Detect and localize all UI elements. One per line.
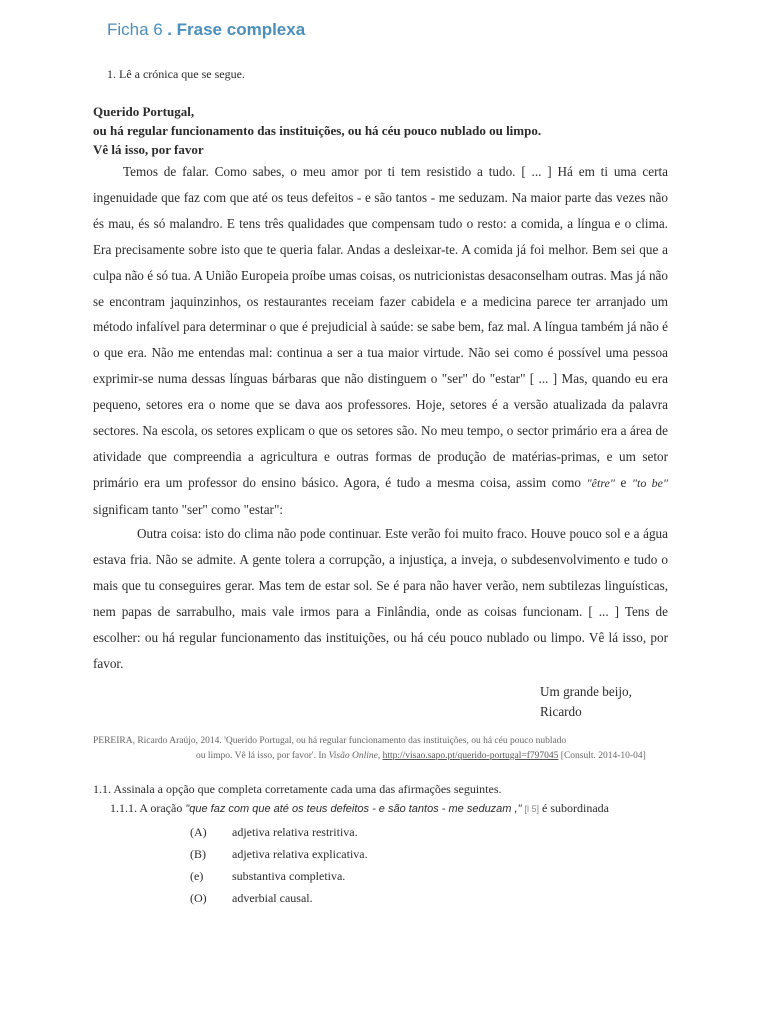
option-text: adjetiva relativa restritiva. bbox=[232, 825, 358, 839]
answer-option-a[interactable] bbox=[190, 821, 368, 843]
question-1-1: 1.1. Assinala a opção que completa corretamente cada uma das afirmações seguintes. bbox=[93, 782, 502, 796]
paragraph-text: Temos de falar. Como sabes, o meu amor por ti tem resistido a tudo. [ ... ] Há em ti uma certa ingenuidade que faz com que até os teus defeitos - e são tantos - me seduzam. Na maior parte das vezes não és mau, és só malandro. E tens três qualidades que compensam tudo o resto: a comida, a língua e o clima. Era precisamente sobre isto que te queria falar. Andas a desleixar-te. A comida já foi melhor. Bem sei que a culpa não é só tua. A União Europeia proíbe umas coisas, os nutricionistas desaconselham outras. Mas já não se encontram jaquinzinhos, os restaurantes receiam fazer cabidela e a medicina parece ter arranjado um método infalível para determinar o que é prejudicial à saúde: se sabe bem, faz mal. A língua também já não é o que era. Não me entendas mal: continua a ser a tua maior virtude. Não sei como é possível uma pessoa exprimir-se numa dessas línguas bárbaras que não distinguem o "ser" do "estar" [ ... ] Mas, quando eu era pequeno, setores era o nome que se dava aos professores. Hoje, setores é a versão atualizada da palavra sectores. Na escola, os setores explicam o que os setores são. No meu tempo, o sector primário era a área de atividade que compreendia a agricultura e outras formas de produção de matérias-primas, e um setor primário era um professor do ensino básico. Agora, é tudo a mesma coisa, assim como bbox=[93, 164, 668, 490]
letter-heading-line: ou há regular funcionamento das instituições, ou há céu pouco nublado ou limpo. bbox=[93, 123, 542, 138]
answer-options bbox=[190, 821, 368, 909]
quoted-word-etre: "être" bbox=[586, 475, 615, 490]
option-letter: (B) bbox=[190, 847, 206, 861]
reference-consult-date: [Consult. 2014-10-04] bbox=[560, 751, 646, 761]
question-1-1-1: 1.1.1. A oração "que faz com que até os teus defeitos - e são tantos - me seduzam ," [l 5] é subordinada bbox=[110, 801, 609, 815]
page-title bbox=[107, 20, 305, 40]
option-letter: (e) bbox=[190, 869, 204, 883]
instruction: 1. Lê a crónica que se segue. bbox=[107, 67, 245, 81]
bibliographic-reference bbox=[93, 734, 673, 764]
reference-line-1: PEREIRA, Ricardo Araújo, 2014. 'Querido Portugal, ou há regular funcionamento das instituições, ou há céu pouco nublado bbox=[93, 736, 567, 746]
reference-text: ou limpo. Vê lá isso, por favor'. In bbox=[196, 751, 327, 761]
line-reference: [l 5] bbox=[524, 804, 539, 814]
letter-paragraph-2: Outra coisa: isto do clima não pode continuar. Este verão foi muito fraco. Houve pouco sol e a água estava fria. Não se admite. A gente tolera a corrupção, a injustiça, a inveja, o subdesenvolvimento e tudo o mais que tu conseguires gerar. Mas tem de estar sol. Se é para não haver verão, nem subtilezas linguísticas, nem papas de sarrabulho, mais vale irmos para a Finlândia, onde as coisas funcionam. [ ... ] Tens de escolher: ou há regular funcionamento das instituições, ou há céu pouco nublado ou limpo. Vê lá isso, por favor. bbox=[93, 526, 668, 671]
quoted-clause: "que faz com que até os teus defeitos - e são tantos - me seduzam ," bbox=[185, 803, 522, 815]
signoff-author: Ricardo bbox=[540, 704, 582, 719]
option-letter: (O) bbox=[190, 891, 207, 905]
reference-line-2: ou limpo. Vê lá isso, por favor'. In Visão Online, http://visao.sapo.pt/querido-portugal=f797045 [Consult. 2014-10-04] bbox=[196, 751, 646, 761]
paragraph-text: e bbox=[620, 474, 627, 490]
answer-option-d[interactable] bbox=[190, 887, 368, 909]
option-text: substantiva completiva. bbox=[232, 869, 346, 883]
worksheet-number: Ficha 6 bbox=[107, 20, 163, 39]
letter-heading-line: Querido Portugal, bbox=[93, 104, 195, 119]
option-text: adverbial causal. bbox=[232, 891, 313, 905]
reference-link[interactable]: http://visao.sapo.pt/querido-portugal=f797045 bbox=[382, 751, 559, 761]
paragraph-text: significam tanto "ser" como "estar": bbox=[93, 501, 283, 517]
letter-heading-line: Vê lá isso, por favor bbox=[93, 142, 204, 157]
answer-option-c[interactable] bbox=[190, 865, 368, 887]
option-letter: (A) bbox=[190, 825, 207, 839]
letter-paragraph-1 bbox=[93, 159, 668, 523]
option-text: adjetiva relativa explicativa. bbox=[232, 847, 368, 861]
reference-source: Visão Online bbox=[328, 751, 378, 761]
quoted-word-to-be: "to be" bbox=[631, 475, 668, 490]
worksheet-topic: . Frase complexa bbox=[167, 20, 306, 39]
signoff-greeting: Um grande beijo, bbox=[540, 684, 632, 699]
answer-option-b[interactable] bbox=[190, 843, 368, 865]
letter-signoff bbox=[540, 682, 632, 722]
letter-heading bbox=[93, 102, 693, 159]
